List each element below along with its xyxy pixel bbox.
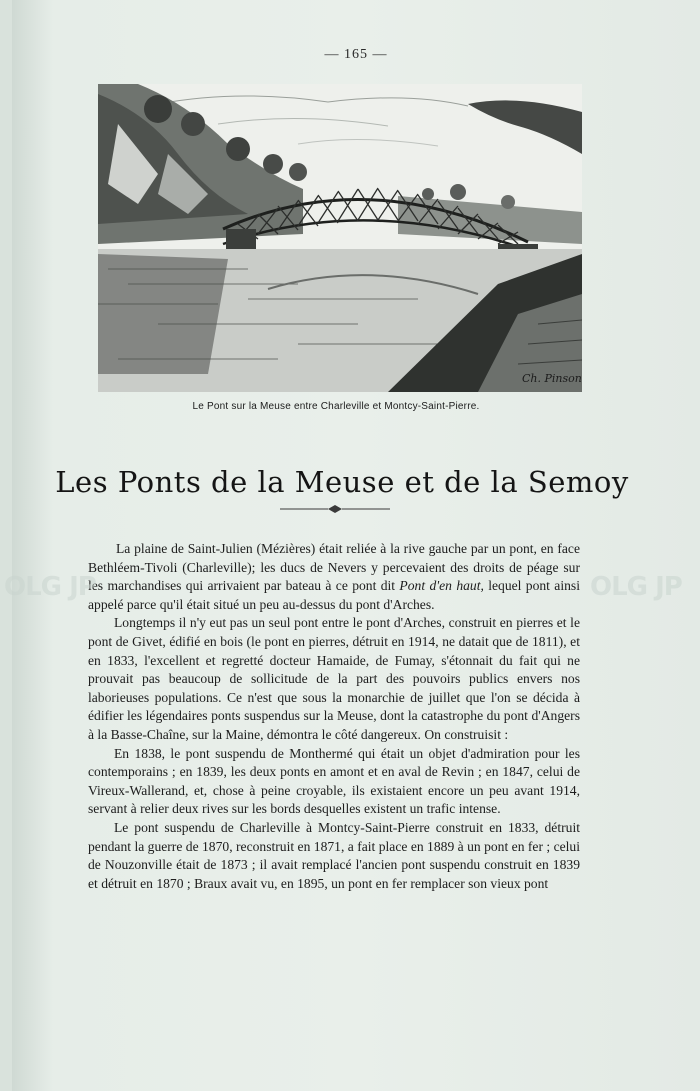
paragraph: Le pont suspendu de Charleville à Montcy-Saint-Pierre construit en 1833, détruit pendant la guerre de 1870, reconstruit en 1871, a fait place en 1889 à un pont en fer ; celui de Nouzonville était de 1873 ; il avait remplacé l'ancien pont suspendu construit en 1839 et détruit en 1870 ; Braux avait vu, en 1895, un pont en fer remplacer son vieux pont	[88, 819, 580, 891]
library-watermark: OLG JP	[4, 572, 96, 602]
italic-term: Pont d'en haut,	[399, 578, 484, 594]
paragraph-text: lequel pont ainsi appelé parce qu'il était situé un peu au-dessus du pont d'Arches.	[88, 578, 580, 612]
artist-signature: Ch. Pinson	[522, 372, 582, 385]
paragraph-text: La plaine de Saint-Julien (Mézières) était reliée à la rive gauche par un pont, en face Bethléem-Tivoli (Charleville); les ducs de Nevers y percevaient des droits de péage sur les marchandises qui arrivaient par bateau à ce pont dit	[88, 541, 580, 594]
paragraph: Longtemps il n'y eut pas un seul pont entre le pont d'Arches, construit en pierres et le pont de Givet, édifié en bois (le pont en pierres, détruit en 1914, ne datait que de 1811), et en 1833, l'excellent et regretté docteur Hamaide, de Fumay, s'étonnait du fait qui ne prouvait pas beaucoup de sollicitude de la part des pouvoirs publics envers nos laborieuses populations. Ce n'est que sous la monarchie de juillet que l'on se décida à édifier les légendaires ponts suspendus sur la Meuse, dont la catastrophe du pont d'Angers à la Basse-Chaîne, sur la Maine, démontra le côté dangereux. On construisit :	[88, 615, 580, 742]
bridge-engraving-drawing	[98, 84, 582, 392]
illustration-caption: Le Pont sur la Meuse entre Charleville et Montcy-Saint-Pierre.	[192, 401, 480, 412]
bridge-engraving	[98, 84, 582, 392]
article-body	[88, 540, 580, 893]
paragraph	[88, 540, 580, 614]
book-page	[4, 0, 700, 1091]
page-number: — 165 —	[324, 47, 388, 62]
library-watermark: OLG JP	[590, 572, 682, 602]
title-ornament	[280, 503, 390, 515]
paragraph: En 1838, le pont suspendu de Monthermé qui était un objet d'admiration pour les contemporains ; en 1839, les deux ponts en amont et en aval de Revin ; en 1847, celui de Vireux-Wallerand, et, chose à peine croyable, ils existaient encore un peu avant 1914, servant à relier deux rives sur les bords desquelles existent un trafic intense.	[88, 745, 580, 817]
article-title: Les Ponts de la Meuse et de la Semoy	[55, 465, 629, 500]
